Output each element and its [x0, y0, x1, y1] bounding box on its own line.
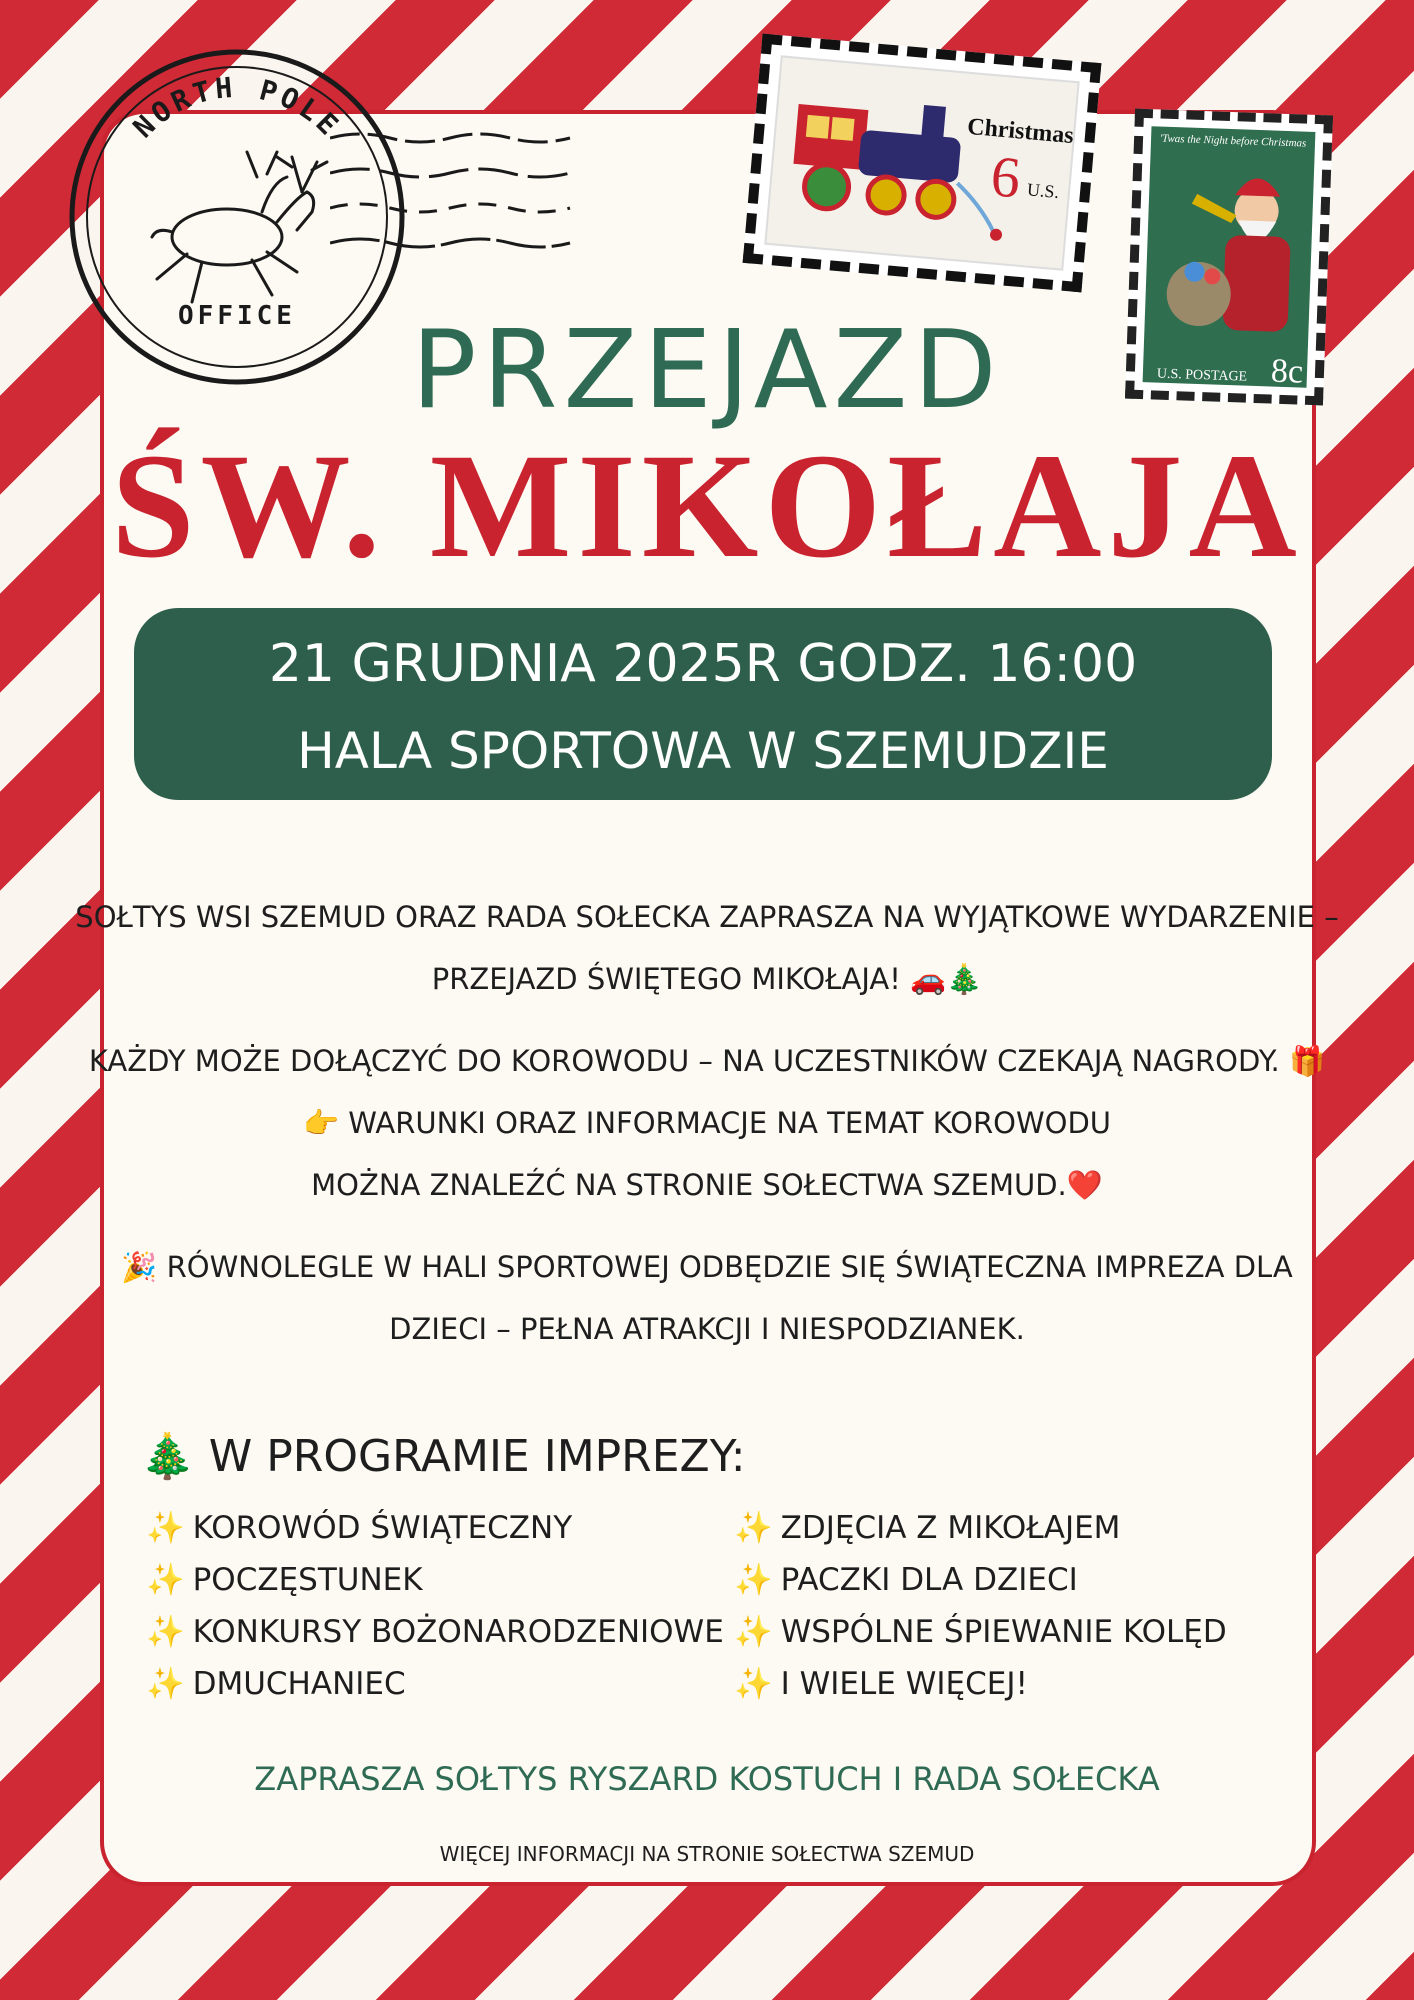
- program-title: 🎄 W PROGRAMIE IMPREZY:: [140, 1431, 746, 1482]
- list-item: ✨ WSPÓLNE ŚPIEWANIE KOLĘD: [734, 1614, 1227, 1650]
- invitation-signature: ZAPRASZA SOŁTYS RYSZARD KOSTUCH I RADA SOŁECKA: [254, 1760, 1160, 1798]
- sparkle-icon: ✨: [146, 1666, 185, 1702]
- sparkle-icon: ✨: [734, 1666, 773, 1702]
- list-item: ✨ KOROWÓD ŚWIĄTECZNY: [146, 1510, 573, 1546]
- stamp-value: 6: [988, 143, 1023, 211]
- stamp-country: U.S.: [1026, 179, 1060, 203]
- sparkle-icon: ✨: [146, 1510, 185, 1546]
- train-icon: [766, 57, 1081, 272]
- list-item: ✨ KONKURSY BOŻONARODZENIOWE: [146, 1614, 724, 1650]
- list-item: ✨ PACZKI DLA DZIECI: [734, 1562, 1078, 1598]
- list-item: ✨ DMUCHANIEC: [146, 1666, 406, 1702]
- parade-line-3: MOŻNA ZNALEŹĆ NA STRONIE SOŁECTWA SZEMUD.❤️: [311, 1168, 1103, 1202]
- sparkle-icon: ✨: [734, 1562, 773, 1598]
- party-line-1: 🎉 RÓWNOLEGLE W HALI SPORTOWEJ ODBĘDZIE SIĘ ŚWIĄTECZNA IMPREZA DLA: [121, 1250, 1293, 1284]
- list-item: ✨ POCZĘSTUNEK: [146, 1562, 423, 1598]
- sparkle-icon: ✨: [146, 1614, 185, 1650]
- postmark-top-text: NORTH POLE: [126, 70, 348, 145]
- program-list-right: [734, 1502, 1227, 1710]
- program-list-left: [146, 1502, 724, 1710]
- postmark-bottom-text: OFFICE: [178, 301, 296, 331]
- event-place: HALA SPORTOWA W SZEMUDZIE: [297, 722, 1109, 780]
- intro-line-1: SOŁTYS WSI SZEMUD ORAZ RADA SOŁECKA ZAPRASZA NA WYJĄTKOWE WYDARZENIE –: [75, 900, 1339, 934]
- parade-line-2: 👉 WARUNKI ORAZ INFORMACJE NA TEMAT KOROWODU: [302, 1106, 1112, 1140]
- list-item: ✨ ZDJĘCIA Z MIKOŁAJEM: [734, 1510, 1121, 1546]
- svg-text:NORTH POLE: [127, 71, 348, 145]
- party-line-2: DZIECI – PEŁNA ATRAKCJI I NIESPODZIANEK.: [389, 1312, 1025, 1346]
- santa-stamp-caption: 'Twas the Night before Christmas: [1159, 132, 1307, 150]
- event-info-banner: [134, 608, 1272, 800]
- sparkle-icon: ✨: [734, 1614, 773, 1650]
- santa-stamp-value: 8c: [1270, 352, 1304, 391]
- cancellation-lines: [330, 118, 580, 268]
- reindeer-icon: [152, 152, 327, 302]
- christmas-train-stamp: [743, 34, 1102, 293]
- list-item: ✨ I WIELE WIĘCEJ!: [734, 1666, 1028, 1702]
- event-date: 21 GRUDNIA 2025R GODZ. 16:00: [268, 634, 1138, 694]
- sparkle-icon: ✨: [734, 1510, 773, 1546]
- title-line-2: ŚW. MIKOŁAJA: [111, 423, 1303, 589]
- parade-line-1: KAŻDY MOŻE DOŁĄCZYĆ DO KOROWODU – NA UCZESTNIKÓW CZEKAJĄ NAGRODY. 🎁: [88, 1044, 1326, 1078]
- title-line-1: PRZEJAZD: [411, 308, 1003, 433]
- stamp-label: Christmas: [966, 113, 1075, 150]
- intro-line-2: PRZEJAZD ŚWIĘTEGO MIKOŁAJA! 🚗🎄: [431, 962, 983, 996]
- sparkle-icon: ✨: [146, 1562, 185, 1598]
- santa-stamp-country: U.S. POSTAGE: [1156, 366, 1248, 385]
- more-info-note: WIĘCEJ INFORMACJI NA STRONIE SOŁECTWA SZEMUD: [439, 1842, 975, 1866]
